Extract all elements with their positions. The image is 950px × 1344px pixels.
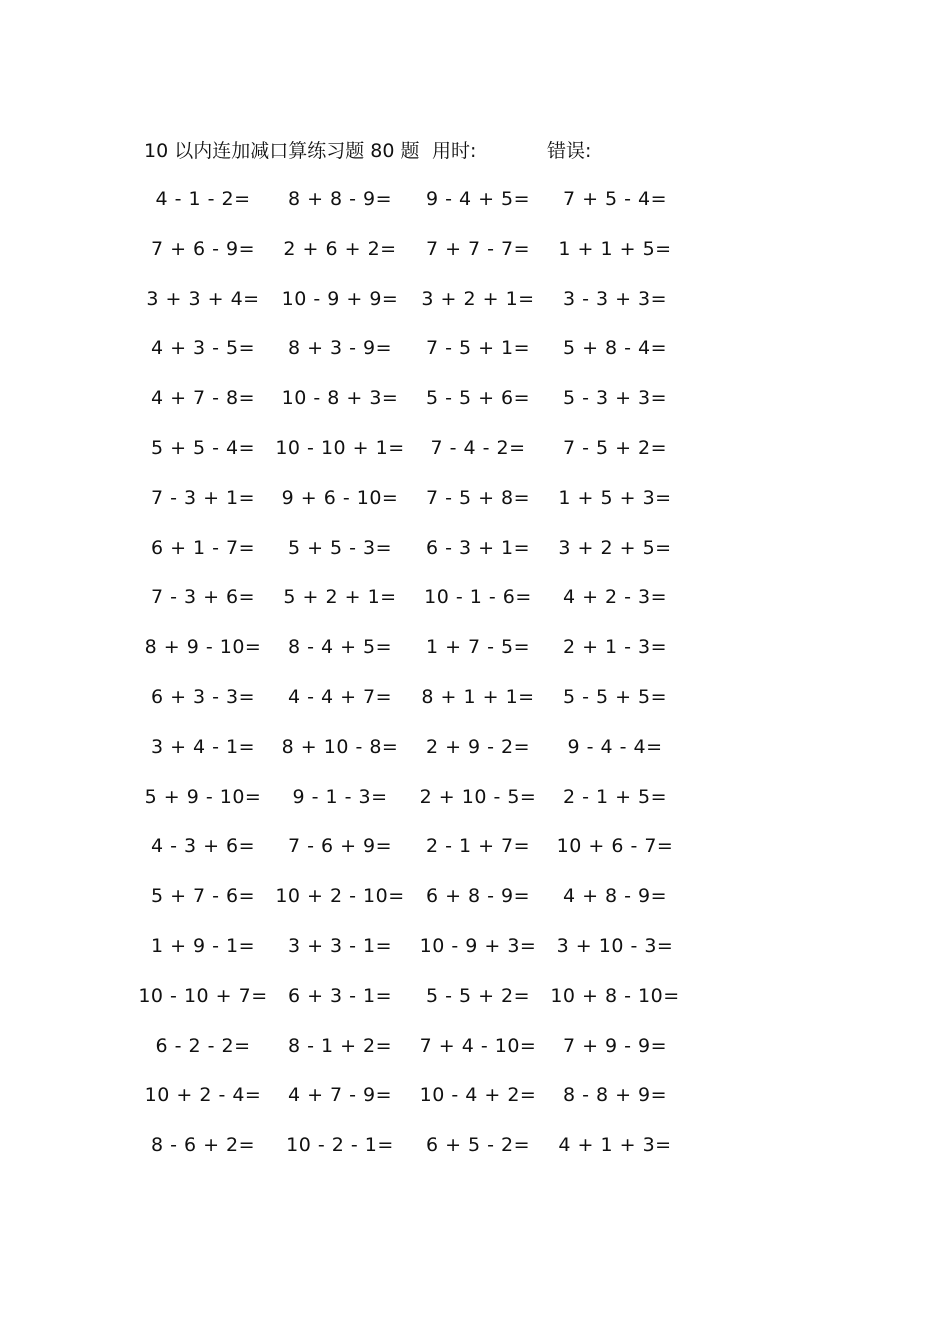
problem-row: [0, 682, 950, 712]
problem-item: 9 - 4 - 4=: [567, 736, 663, 758]
problem-item: 10 - 9 + 9=: [281, 288, 399, 310]
problem-item: 10 + 8 - 10=: [550, 985, 680, 1007]
problem-item: 8 - 4 + 5=: [287, 636, 393, 658]
problem-item: 10 - 4 + 2=: [419, 1084, 537, 1106]
problem-item: 5 - 3 + 3=: [562, 387, 668, 409]
problem-item: 2 + 9 - 2=: [425, 736, 531, 758]
problem-item: 8 - 8 + 9=: [562, 1084, 668, 1106]
problem-item: 6 + 8 - 9=: [425, 885, 531, 907]
problem-item: 7 + 7 - 7=: [425, 238, 531, 260]
worksheet-header: [0, 136, 950, 166]
problem-item: 10 - 9 + 3=: [419, 935, 537, 957]
problem-item: 1 + 9 - 1=: [150, 935, 256, 957]
problem-row: [0, 333, 950, 363]
problem-row: [0, 1130, 950, 1160]
problem-item: 7 + 6 - 9=: [150, 238, 256, 260]
problem-item: 10 - 10 + 1=: [275, 437, 405, 459]
problem-item: 5 - 5 + 2=: [425, 985, 531, 1007]
problem-item: 6 + 1 - 7=: [150, 537, 256, 559]
problem-item: 4 + 1 + 3=: [558, 1134, 672, 1156]
problem-row: [0, 383, 950, 413]
problem-row: [0, 981, 950, 1011]
problem-item: 6 - 2 - 2=: [155, 1035, 251, 1057]
problem-item: 5 + 7 - 6=: [150, 885, 256, 907]
problem-row: [0, 732, 950, 762]
problem-item: 5 + 5 - 3=: [287, 537, 393, 559]
problem-item: 2 + 10 - 5=: [419, 786, 537, 808]
worksheet-title: 10 以内连加减口算练习题 80 题: [144, 140, 420, 162]
problem-item: 7 - 5 + 2=: [562, 437, 668, 459]
problem-row: [0, 831, 950, 861]
problem-item: 5 + 2 + 1=: [283, 586, 397, 608]
problem-row: [0, 931, 950, 961]
problem-item: 3 + 2 + 5=: [558, 537, 672, 559]
problem-item: 10 - 2 - 1=: [286, 1134, 394, 1156]
problem-item: 3 + 4 - 1=: [150, 736, 256, 758]
problem-item: 8 - 6 + 2=: [150, 1134, 256, 1156]
problem-item: 7 + 9 - 9=: [562, 1035, 668, 1057]
problem-item: 3 + 3 + 4=: [146, 288, 260, 310]
problem-item: 6 - 3 + 1=: [425, 537, 531, 559]
problem-item: 3 + 2 + 1=: [421, 288, 535, 310]
problem-item: 1 + 7 - 5=: [425, 636, 531, 658]
problem-item: 6 + 3 - 1=: [287, 985, 393, 1007]
problem-item: 10 - 1 - 6=: [424, 586, 532, 608]
problem-item: 4 + 8 - 9=: [562, 885, 668, 907]
problem-item: 5 - 5 + 6=: [425, 387, 531, 409]
problem-item: 8 + 3 - 9=: [287, 337, 393, 359]
problem-row: [0, 881, 950, 911]
problem-item: 8 + 10 - 8=: [281, 736, 399, 758]
problem-item: 5 + 5 - 4=: [150, 437, 256, 459]
problem-item: 1 + 5 + 3=: [558, 487, 672, 509]
problem-item: 10 + 2 - 10=: [275, 885, 405, 907]
problem-item: 5 - 5 + 5=: [562, 686, 668, 708]
problem-item: 10 - 8 + 3=: [281, 387, 399, 409]
problem-item: 10 - 10 + 7=: [138, 985, 268, 1007]
problem-row: [0, 1031, 950, 1061]
problem-item: 9 - 4 + 5=: [425, 188, 531, 210]
problem-row: [0, 582, 950, 612]
problem-item: 2 - 1 + 5=: [562, 786, 668, 808]
error-label: 错误:: [547, 140, 592, 162]
problem-item: 7 - 3 + 1=: [150, 487, 256, 509]
problem-item: 9 + 6 - 10=: [281, 487, 399, 509]
problem-item: 7 - 6 + 9=: [287, 835, 393, 857]
problem-item: 2 + 6 + 2=: [283, 238, 397, 260]
problem-item: 2 + 1 - 3=: [562, 636, 668, 658]
problem-item: 4 - 3 + 6=: [150, 835, 256, 857]
problem-item: 4 + 3 - 5=: [150, 337, 256, 359]
time-label: 用时:: [432, 140, 477, 162]
problem-item: 5 + 8 - 4=: [562, 337, 668, 359]
problem-item: 8 + 8 - 9=: [287, 188, 393, 210]
problem-row: [0, 782, 950, 812]
problem-item: 2 - 1 + 7=: [425, 835, 531, 857]
problem-item: 6 + 3 - 3=: [150, 686, 256, 708]
problem-item: 7 + 4 - 10=: [419, 1035, 537, 1057]
problem-item: 8 - 1 + 2=: [287, 1035, 393, 1057]
problem-item: 5 + 9 - 10=: [144, 786, 262, 808]
problem-item: 4 + 7 - 8=: [150, 387, 256, 409]
problem-item: 3 + 10 - 3=: [556, 935, 674, 957]
problem-row: [0, 1080, 950, 1110]
problem-item: 10 + 2 - 4=: [144, 1084, 262, 1106]
problem-item: 3 + 3 - 1=: [287, 935, 393, 957]
problem-item: 8 + 9 - 10=: [144, 636, 262, 658]
problem-item: 6 + 5 - 2=: [425, 1134, 531, 1156]
problem-row: [0, 533, 950, 563]
problem-item: 3 - 3 + 3=: [562, 288, 668, 310]
problem-row: [0, 483, 950, 513]
problem-item: 1 + 1 + 5=: [558, 238, 672, 260]
problem-item: 4 + 2 - 3=: [562, 586, 668, 608]
problem-item: 9 - 1 - 3=: [292, 786, 388, 808]
problem-item: 7 - 4 - 2=: [430, 437, 526, 459]
problem-row: [0, 284, 950, 314]
problem-row: [0, 234, 950, 264]
problem-item: 8 + 1 + 1=: [421, 686, 535, 708]
problem-item: 4 + 7 - 9=: [287, 1084, 393, 1106]
problem-item: 7 + 5 - 4=: [562, 188, 668, 210]
problem-item: 7 - 3 + 6=: [150, 586, 256, 608]
problem-row: [0, 632, 950, 662]
problem-item: 10 + 6 - 7=: [556, 835, 674, 857]
problem-item: 7 - 5 + 8=: [425, 487, 531, 509]
problem-row: [0, 184, 950, 214]
problem-item: 4 - 1 - 2=: [155, 188, 251, 210]
problem-row: [0, 433, 950, 463]
problem-item: 7 - 5 + 1=: [425, 337, 531, 359]
problem-item: 4 - 4 + 7=: [287, 686, 393, 708]
